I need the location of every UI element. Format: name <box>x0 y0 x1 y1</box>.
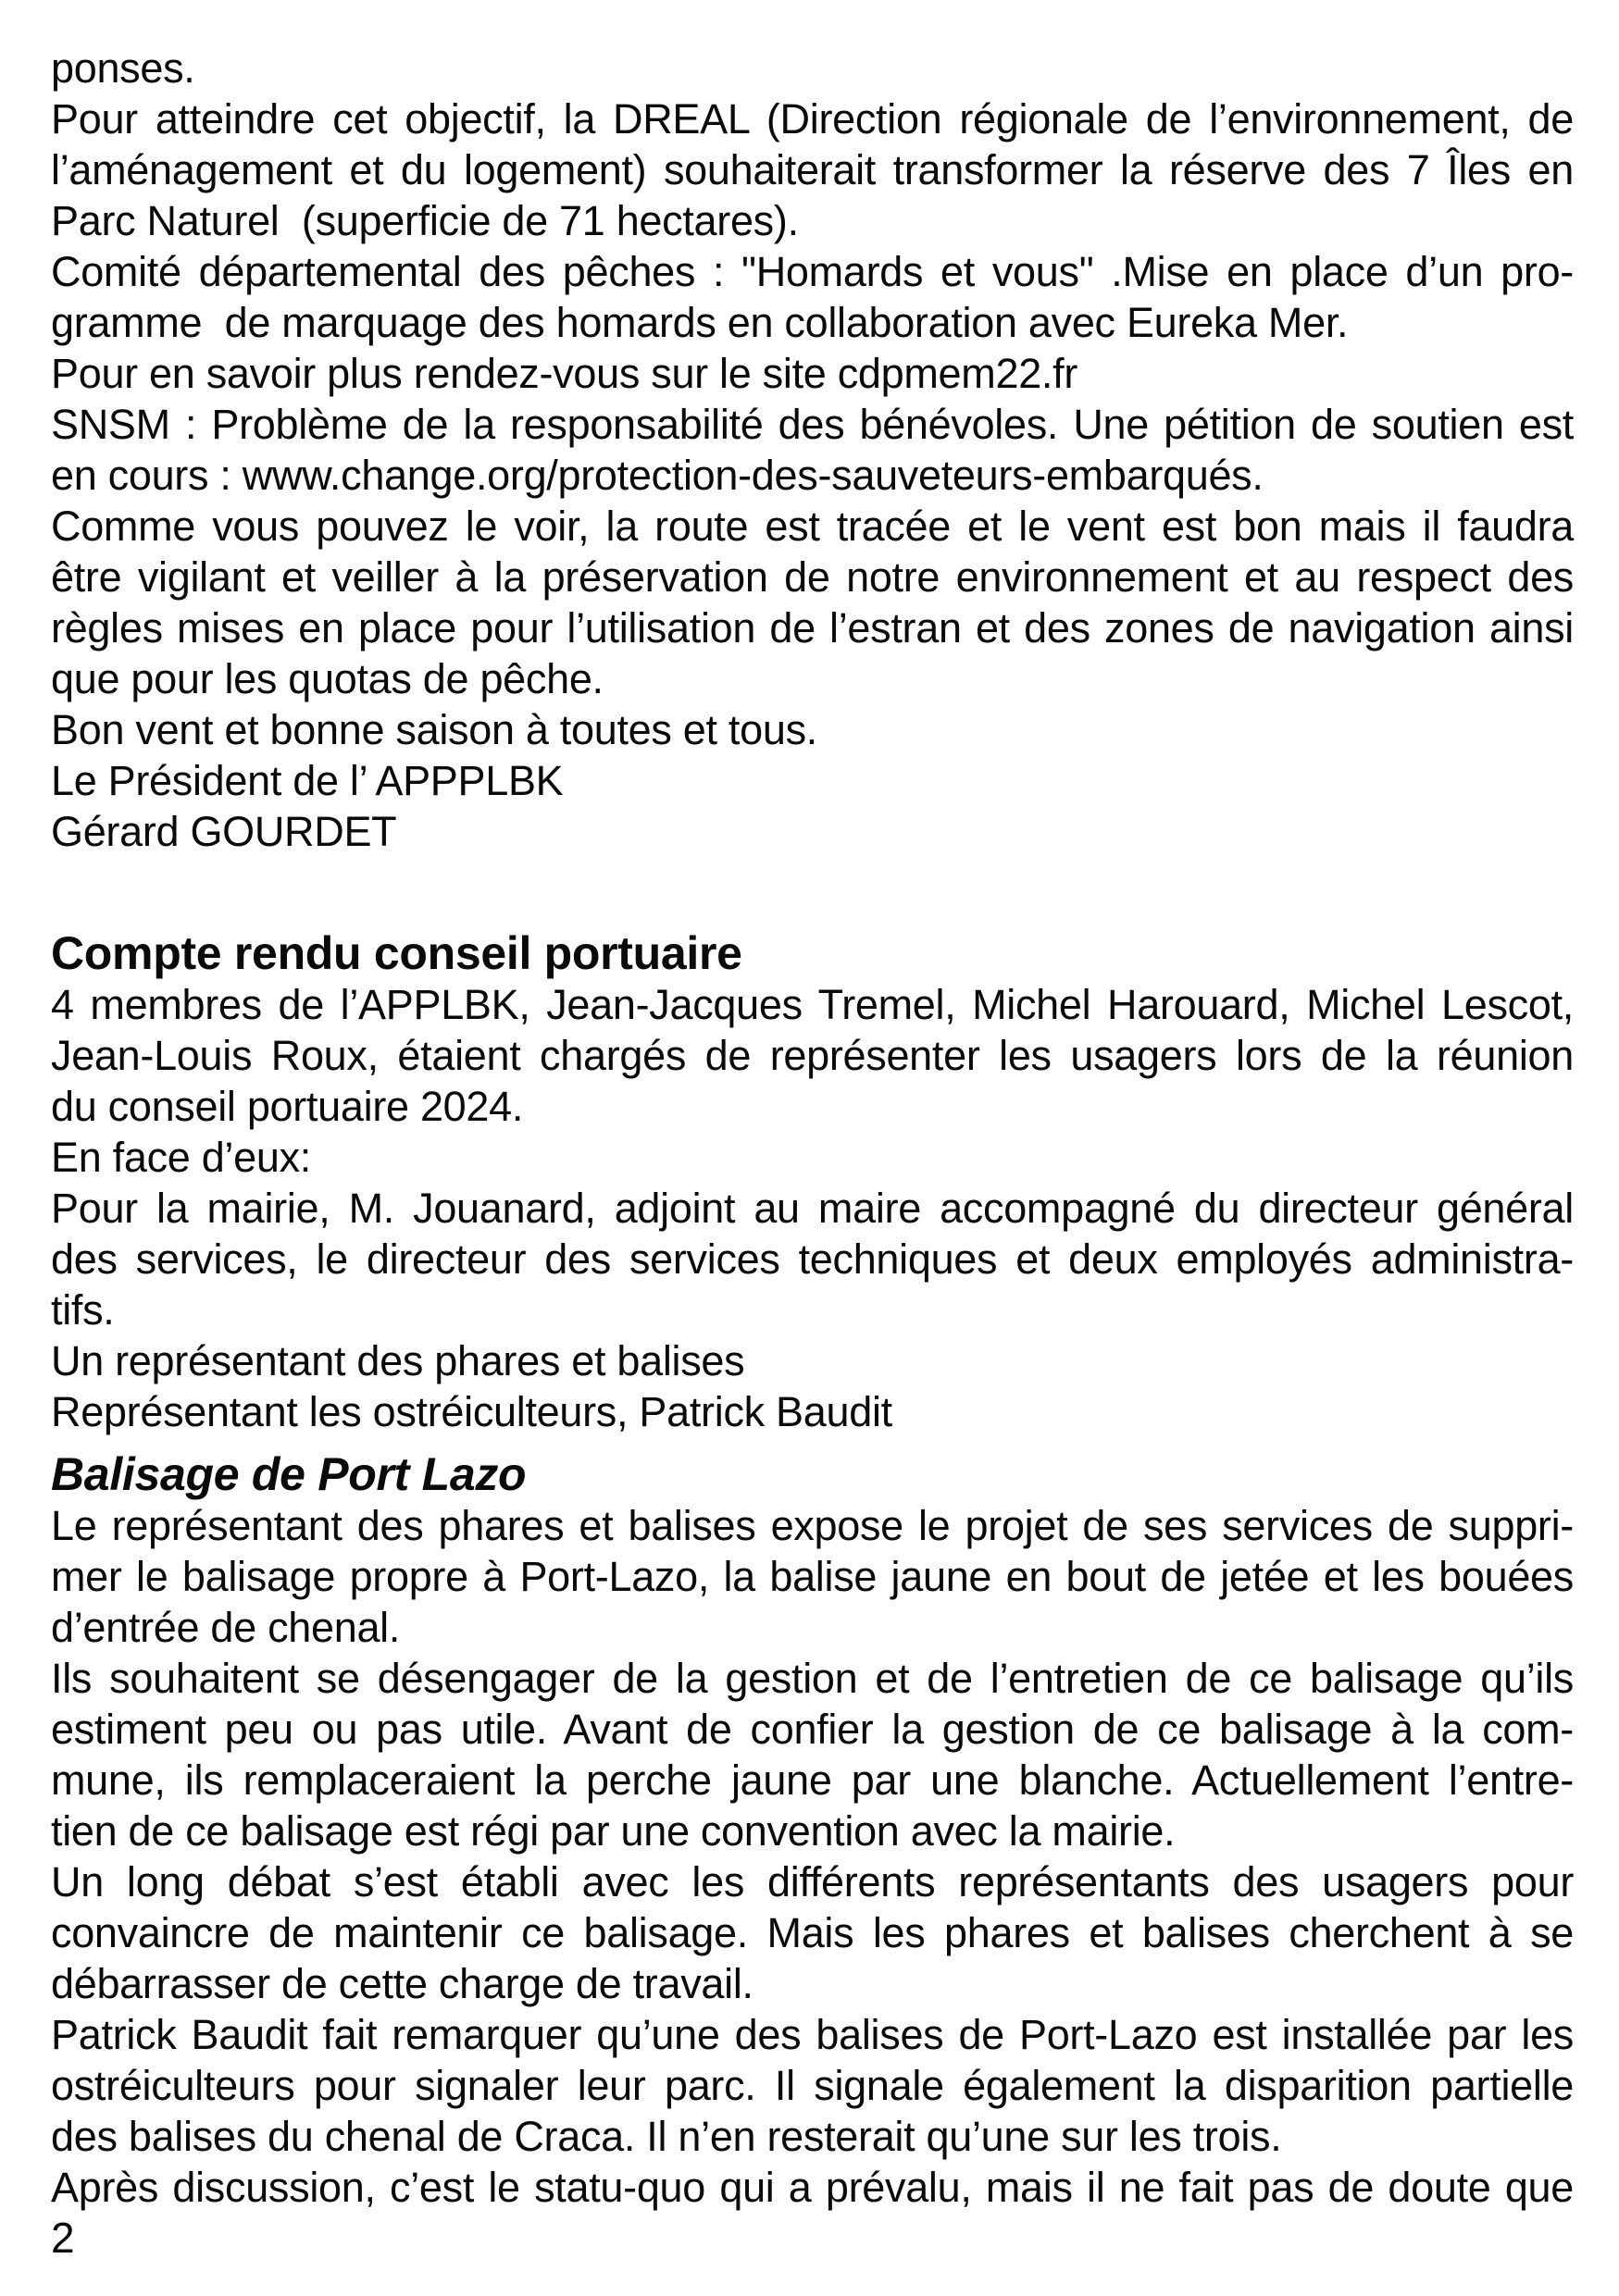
text-line: Le Président de l’ APPPLBK <box>51 757 564 804</box>
text-line: des services, le directeur des services techniques et deux employés administra- <box>51 1235 1574 1283</box>
text-line: Comme vous pouvez le voir, la route est tracée et le vent est bon mais il faudra <box>51 503 1574 550</box>
text-line: Un représentant des phares et balises <box>51 1337 745 1384</box>
text-line: Pour la mairie, M. Jouanard, adjoint au maire accompagné du directeur général <box>51 1185 1574 1232</box>
text-line: Représentant les ostréiculteurs, Patrick Baudit <box>51 1388 892 1435</box>
text-line: d’entrée de chenal. <box>51 1604 401 1651</box>
text-line: Pour atteindre cet objectif, la DREAL (Direction régionale de l’environnement, de <box>51 95 1574 143</box>
text-line: des balises du chenal de Craca. Il n’en resterait qu’une sur les trois. <box>51 2113 1282 2160</box>
text-line: du conseil portuaire 2024. <box>51 1083 524 1130</box>
text-line: être vigilant et veiller à la préservation de notre environnement et au respect des <box>51 553 1574 601</box>
text-line: Après discussion, c’est le statu-quo qui a prévalu, mais il ne fait pas de doute que <box>51 2164 1574 2211</box>
text-line: tifs. <box>51 1286 115 1334</box>
text-line: l’aménagement et du logement) souhaiterait transformer la réserve des 7 Îles en <box>51 146 1574 193</box>
page-number: 2 <box>51 2214 75 2262</box>
text-line: Un long débat s’est établi avec les différents représentants des usagers pour <box>51 1858 1574 1905</box>
text-line: ostréiculteurs pour signaler leur parc. Il signale également la disparition partielle <box>51 2062 1574 2109</box>
text-line: débarrasser de cette charge de travail. <box>51 1960 753 2007</box>
text-line: convaincre de maintenir ce balisage. Mais les phares et balises cherchent à se <box>51 1909 1574 1956</box>
text-line: estiment peu ou pas utile. Avant de confier la gestion de ce balisage à la com- <box>51 1706 1574 1753</box>
text-line: tien de ce balisage est régi par une convention avec la mairie. <box>51 1807 1176 1855</box>
text-line: gramme de marquage des homards en collaboration avec Eureka Mer. <box>51 299 1349 346</box>
text-line: ponses. <box>51 44 195 92</box>
text-line: règles mises en place pour l’utilisation de l’estran et des zones de navigation ainsi <box>51 604 1574 652</box>
text-line: mer le balisage propre à Port-Lazo, la balise jaune en bout de jetée et les bouées <box>51 1553 1574 1600</box>
text-line: SNSM : Problème de la responsabilité des bénévoles. Une pétition de soutien est <box>51 401 1574 448</box>
text-line: 4 membres de l’APPLBK, Jean-Jacques Tremel, Michel Harouard, Michel Lescot, <box>51 981 1574 1028</box>
section-heading: Compte rendu conseil portuaire <box>51 927 742 979</box>
text-line: Ils souhaitent se désengager de la gestion et de l’entretien de ce balisage qu’ils <box>51 1655 1574 1702</box>
text-line: mune, ils remplaceraient la perche jaune par une blanche. Actuellement l’entre- <box>51 1756 1574 1804</box>
text-line: Parc Naturel (superficie de 71 hectares). <box>51 197 799 244</box>
text-line: Bon vent et bonne saison à toutes et tous. <box>51 706 817 753</box>
text-line: en cours : www.change.org/protection-des-sauveteurs-embarqués. <box>51 452 1264 499</box>
text-line: Le représentant des phares et balises expose le projet de ses services de suppri- <box>51 1502 1574 1549</box>
text-line: Pour en savoir plus rendez-vous sur le site cdpmem22.fr <box>51 350 1078 397</box>
text-line: Patrick Baudit fait remarquer qu’une des balises de Port-Lazo est installée par les <box>51 2011 1574 2058</box>
text-line: Comité départemental des pêches : "Homards et vous" .Mise en place d’un pro- <box>51 248 1574 295</box>
document-content <box>51 43 1574 2264</box>
text-line: Jean-Louis Roux, étaient chargés de représenter les usagers lors de la réunion <box>51 1032 1574 1079</box>
text-line: En face d’eux: <box>51 1134 311 1181</box>
subsection-heading: Balisage de Port Lazo <box>51 1448 527 1500</box>
text-line: Gérard GOURDET <box>51 808 397 855</box>
text-line: que pour les quotas de pêche. <box>51 655 604 702</box>
